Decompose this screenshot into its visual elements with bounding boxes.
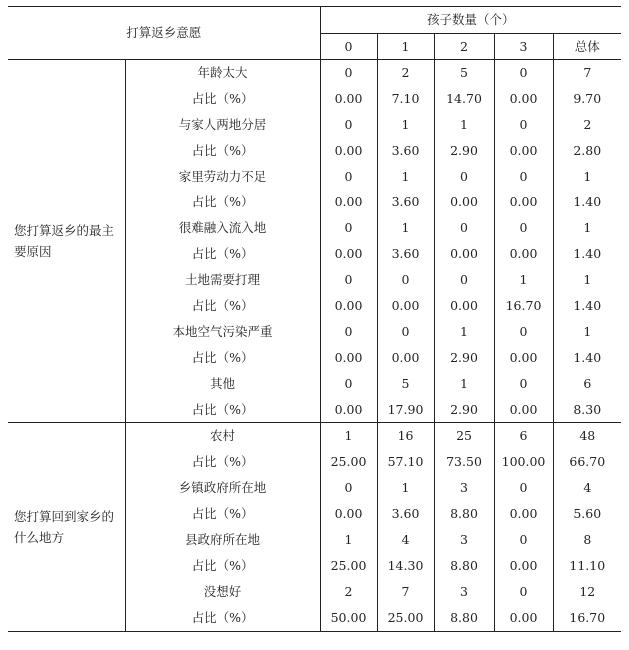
table-cell: 50.00: [320, 605, 377, 631]
table-cell: 0: [320, 112, 377, 138]
data-table: [8, 6, 621, 632]
table-cell: 0: [320, 475, 377, 501]
table-cell: 25: [434, 423, 494, 449]
table-cell: 1: [553, 164, 621, 190]
table-cell: 3.60: [377, 189, 434, 215]
table-cell: 17.90: [377, 397, 434, 423]
table-cell: 0.00: [434, 241, 494, 267]
table-cell: 25.00: [377, 605, 434, 631]
table-cell: 2: [553, 112, 621, 138]
table-cell: 5.60: [553, 501, 621, 527]
table-cell: 1.40: [553, 345, 621, 371]
table-cell: 0: [494, 60, 553, 86]
col-header-0: 0: [320, 34, 377, 60]
table-cell: 25.00: [320, 449, 377, 475]
row-label: 县政府所在地: [125, 527, 320, 553]
table-cell: 6: [553, 371, 621, 397]
table-cell: 8: [553, 527, 621, 553]
table-cell: 0: [377, 319, 434, 345]
row-label: 占比（%）: [125, 449, 320, 475]
table-cell: 3: [434, 527, 494, 553]
row-label: 乡镇政府所在地: [125, 475, 320, 501]
row-label: 占比（%）: [125, 345, 320, 371]
table-row: [8, 423, 621, 449]
table-cell: 0.00: [434, 293, 494, 319]
table-cell: 73.50: [434, 449, 494, 475]
row-label: 占比（%）: [125, 86, 320, 112]
table-cell: 9.70: [553, 86, 621, 112]
table-cell: 0.00: [494, 241, 553, 267]
table-cell: 0.00: [320, 501, 377, 527]
table-cell: 8.30: [553, 397, 621, 423]
table-cell: 0.00: [320, 189, 377, 215]
table-cell: 0: [320, 164, 377, 190]
table-cell: 4: [377, 527, 434, 553]
header-group-children-count: 孩子数量（个）: [320, 7, 621, 34]
table-cell: 0.00: [434, 189, 494, 215]
table-cell: 6: [494, 423, 553, 449]
table-row: [8, 60, 621, 86]
table-cell: 0.00: [494, 86, 553, 112]
table-cell: 3: [434, 475, 494, 501]
table-cell: 1: [434, 319, 494, 345]
table-cell: 2.90: [434, 397, 494, 423]
table-cell: 48: [553, 423, 621, 449]
section-title: 您打算回到家乡的什么地方: [14, 509, 115, 546]
row-label: 本地空气污染严重: [125, 319, 320, 345]
row-label: 占比（%）: [125, 293, 320, 319]
table-cell: 1: [553, 319, 621, 345]
table-cell: 0: [320, 60, 377, 86]
table-cell: 0.00: [320, 86, 377, 112]
table-cell: 0.00: [494, 501, 553, 527]
table-cell: 0.00: [494, 138, 553, 164]
row-label: 土地需要打理: [125, 267, 320, 293]
table-cell: 0: [434, 267, 494, 293]
table-cell: 5: [377, 371, 434, 397]
table-cell: 2.90: [434, 138, 494, 164]
col-header-2: 2: [434, 34, 494, 60]
table-cell: 1: [434, 112, 494, 138]
table-cell: 66.70: [553, 449, 621, 475]
table-cell: 3: [434, 579, 494, 605]
table-cell: 0: [494, 579, 553, 605]
table-cell: 16: [377, 423, 434, 449]
col-header-total: 总体: [553, 34, 621, 60]
table-cell: 2.90: [434, 345, 494, 371]
table-cell: 0: [494, 215, 553, 241]
table-cell: 11.10: [553, 553, 621, 579]
table-cell: 0.00: [320, 293, 377, 319]
row-label: 很难融入流入地: [125, 215, 320, 241]
table-cell: 3.60: [377, 241, 434, 267]
table-cell: 1: [377, 112, 434, 138]
table-cell: 16.70: [553, 605, 621, 631]
table-cell: 7: [377, 579, 434, 605]
row-label: 占比（%）: [125, 553, 320, 579]
row-label: 占比（%）: [125, 605, 320, 631]
table-cell: 0: [320, 215, 377, 241]
table-cell: 0.00: [320, 241, 377, 267]
table-cell: 5: [434, 60, 494, 86]
table-cell: 14.70: [434, 86, 494, 112]
table-cell: 1.40: [553, 189, 621, 215]
table-cell: 2.80: [553, 138, 621, 164]
row-label: 与家人两地分居: [125, 112, 320, 138]
table-cell: 16.70: [494, 293, 553, 319]
table-cell: 0: [494, 112, 553, 138]
table-cell: 7: [553, 60, 621, 86]
table-cell: 0.00: [494, 605, 553, 631]
table-cell: 14.30: [377, 553, 434, 579]
row-label: 没想好: [125, 579, 320, 605]
row-label: 占比（%）: [125, 241, 320, 267]
row-label: 占比（%）: [125, 397, 320, 423]
table-cell: 0.00: [494, 189, 553, 215]
table-cell: 1: [553, 267, 621, 293]
table-cell: 0.00: [377, 345, 434, 371]
row-label: 年龄太大: [125, 60, 320, 86]
table-cell: 3.60: [377, 138, 434, 164]
row-label: 占比（%）: [125, 501, 320, 527]
table-body: [8, 60, 621, 632]
table-cell: 57.10: [377, 449, 434, 475]
table-cell: 8.80: [434, 501, 494, 527]
table-cell: 0.00: [320, 397, 377, 423]
table-cell: 7.10: [377, 86, 434, 112]
table-cell: 0: [434, 164, 494, 190]
row-label: 占比（%）: [125, 138, 320, 164]
table-cell: 3.60: [377, 501, 434, 527]
section-title: 您打算返乡的最主要原因: [14, 223, 115, 260]
table-cell: 0: [494, 527, 553, 553]
table-cell: 1: [320, 527, 377, 553]
table-cell: 0: [320, 267, 377, 293]
table-cell: 1.40: [553, 293, 621, 319]
table-cell: 8.80: [434, 553, 494, 579]
table-cell: 100.00: [494, 449, 553, 475]
row-label: 农村: [125, 423, 320, 449]
table-cell: 0.00: [494, 397, 553, 423]
row-label: 其他: [125, 371, 320, 397]
table-cell: 12: [553, 579, 621, 605]
table-cell: 0.00: [377, 293, 434, 319]
table-cell: 1: [377, 215, 434, 241]
table-cell: 0: [320, 371, 377, 397]
row-label: 占比（%）: [125, 189, 320, 215]
table-cell: 0.00: [320, 138, 377, 164]
col-header-3: 3: [494, 34, 553, 60]
table-cell: 1: [320, 423, 377, 449]
row-label: 家里劳动力不足: [125, 164, 320, 190]
header-corner: 打算返乡意愿: [126, 25, 202, 40]
table-cell: 2: [320, 579, 377, 605]
table-cell: 0: [494, 319, 553, 345]
table-cell: 0.00: [320, 345, 377, 371]
table-cell: 0: [377, 267, 434, 293]
table-cell: 0: [320, 319, 377, 345]
table-cell: 1: [434, 371, 494, 397]
table-cell: 1: [553, 215, 621, 241]
table-cell: 0: [434, 215, 494, 241]
data-table-document: [8, 6, 621, 632]
table-cell: 1: [377, 475, 434, 501]
table-cell: 0.00: [494, 553, 553, 579]
table-cell: 1: [377, 164, 434, 190]
table-header: [8, 7, 621, 60]
table-cell: 8.80: [434, 605, 494, 631]
table-cell: 0.00: [494, 345, 553, 371]
table-cell: 4: [553, 475, 621, 501]
table-cell: 2: [377, 60, 434, 86]
col-header-1: 1: [377, 34, 434, 60]
table-cell: 0: [494, 475, 553, 501]
table-cell: 0: [494, 371, 553, 397]
table-cell: 1: [494, 267, 553, 293]
table-cell: 0: [494, 164, 553, 190]
table-cell: 25.00: [320, 553, 377, 579]
table-cell: 1.40: [553, 241, 621, 267]
